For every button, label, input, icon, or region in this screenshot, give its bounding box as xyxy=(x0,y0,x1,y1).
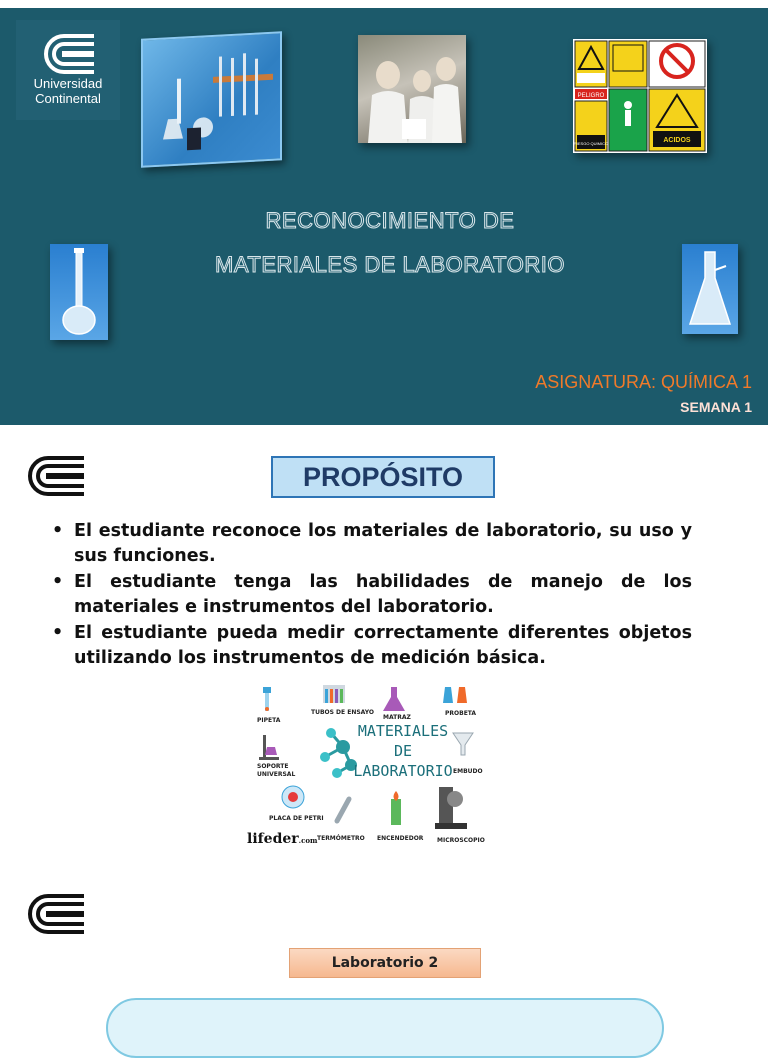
label-placa: PLACA DE PETRI xyxy=(269,815,324,822)
volumetric-flask-icon xyxy=(50,244,108,340)
purpose-item-3: El estudiante pueda medir correctamente diferentes objetos utilizando los instrumentos de medición básica. xyxy=(74,623,692,668)
slide-title-line2: MATERIALES DE LABORATORIO xyxy=(215,252,565,277)
label-tubos: TUBOS DE ENSAYO xyxy=(311,709,374,716)
glassware-photo xyxy=(141,31,282,167)
logo-line1: Universidad xyxy=(33,76,103,91)
bullet-icon: • xyxy=(52,572,64,592)
label-embudo: EMBUDO xyxy=(453,768,483,775)
purpose-item-2: El estudiante tenga las habilidades de manejo de los materiales e instrumentos del laboratorio. xyxy=(74,572,692,617)
label-pipeta: PIPETA xyxy=(257,717,281,724)
continental-logo-icon xyxy=(42,32,96,76)
list-item xyxy=(52,570,692,620)
lab-people-photo xyxy=(358,35,466,143)
university-logo xyxy=(16,20,120,120)
lifeder-brand xyxy=(247,831,317,847)
label-probeta: PROBETA xyxy=(445,710,477,717)
purpose-heading: PROPÓSITO xyxy=(271,456,495,498)
label-matraz: MATRAZ xyxy=(383,714,411,721)
lab-people-illustration xyxy=(358,35,466,143)
kitasato-flask-photo xyxy=(682,244,738,334)
glassware-illustration xyxy=(143,33,280,165)
list-item xyxy=(52,621,692,671)
continental-logo-icon xyxy=(24,892,86,936)
label-soporte: SOPORTE UNIVERSAL xyxy=(257,763,296,778)
brand-suffix: .com xyxy=(298,836,318,845)
label-termometro: TERMÓMETRO xyxy=(317,835,365,842)
safety-signs-illustration xyxy=(573,39,707,153)
purpose-list xyxy=(52,519,692,672)
sign-acidos: ACIDOS xyxy=(663,137,691,144)
slide-title-line1: RECONOCIMIENTO DE xyxy=(265,208,515,233)
week-label: SEMANA 1 xyxy=(680,399,752,415)
brand-name: lifeder xyxy=(247,831,299,847)
lab-materials-infographic xyxy=(241,681,494,853)
content-box xyxy=(106,998,664,1058)
label-microscopio: MICROSCOPIO xyxy=(437,837,485,844)
laboratorio-2-button[interactable]: Laboratorio 2 xyxy=(289,948,481,978)
continental-logo-icon xyxy=(24,454,86,498)
list-item xyxy=(52,519,692,569)
bullet-icon: • xyxy=(52,623,64,643)
safety-signs-photo xyxy=(573,39,707,153)
sign-riesgo-quimico: RIESGO QUIMICO xyxy=(573,141,609,146)
logo-text xyxy=(16,76,120,106)
label-encendedor: ENCENDEDOR xyxy=(377,835,424,842)
volumetric-flask-photo xyxy=(50,244,108,340)
sign-peligro: PELIGRO xyxy=(577,93,605,99)
infographic-title-line2: LABORATORIO xyxy=(353,762,453,780)
infographic-title-line1: MATERIALES DE xyxy=(357,722,449,760)
subject-label: ASIGNATURA: QUÍMICA 1 xyxy=(535,372,752,392)
logo-line2: Continental xyxy=(35,91,101,106)
purpose-item-1: El estudiante reconoce los materiales de laboratorio, su uso y sus funciones. xyxy=(74,521,692,566)
erlenmeyer-flask-icon xyxy=(682,244,738,334)
infographic-title xyxy=(353,721,453,781)
bullet-icon: • xyxy=(52,521,64,541)
title-slide xyxy=(0,8,768,425)
